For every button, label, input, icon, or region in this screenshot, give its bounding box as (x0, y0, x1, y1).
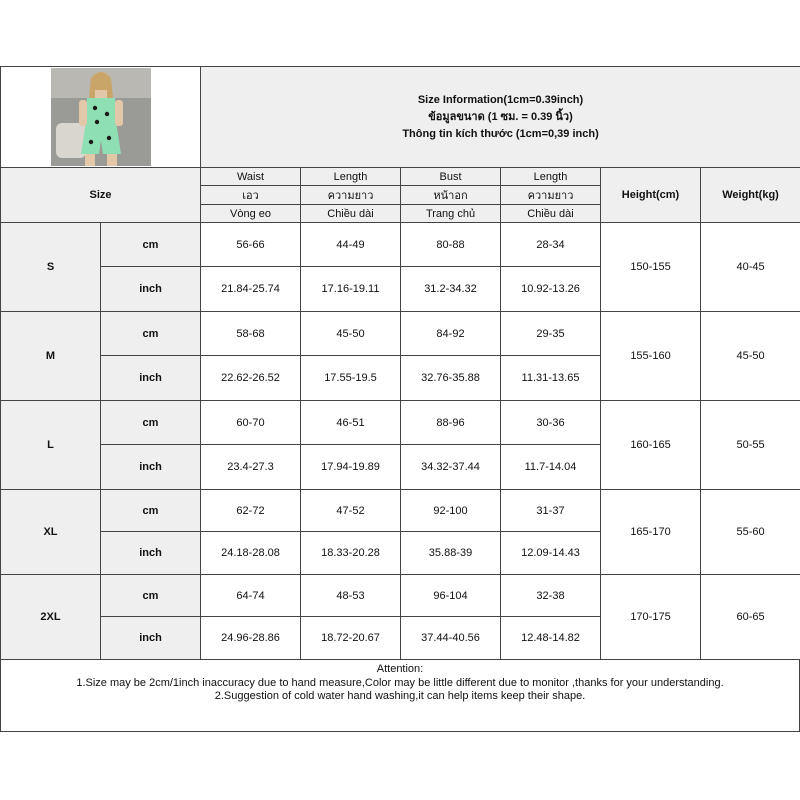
col-header-length2-vi: Chiều dài (501, 205, 601, 223)
measure-cell: 37.44-40.56 (401, 617, 501, 660)
measure-cell: 47-52 (301, 490, 401, 532)
unit-inch: inch (101, 445, 201, 490)
size-table (0, 66, 800, 660)
measure-cell: 11.31-13.65 (501, 356, 601, 401)
measure-cell: 48-53 (301, 575, 401, 617)
measure-cell: 17.16-19.11 (301, 267, 401, 312)
height-cell: 155-160 (601, 312, 701, 401)
col-header-height: Height(cm) (601, 168, 701, 223)
measure-cell: 31.2-34.32 (401, 267, 501, 312)
size-column-header: Size (1, 168, 201, 223)
measure-cell: 32.76-35.88 (401, 356, 501, 401)
unit-cm: cm (101, 223, 201, 267)
measure-cell: 23.4-27.3 (201, 445, 301, 490)
size-name: L (1, 401, 101, 490)
unit-inch: inch (101, 532, 201, 575)
measure-cell: 45-50 (301, 312, 401, 356)
product-photo-cell (1, 67, 201, 168)
measure-cell: 11.7-14.04 (501, 445, 601, 490)
size-name: S (1, 223, 101, 312)
col-header-bust-th: หน้าอก (401, 186, 501, 205)
weight-cell: 50-55 (701, 401, 800, 490)
weight-cell: 40-45 (701, 223, 800, 312)
unit-inch: inch (101, 267, 201, 312)
height-cell: 165-170 (601, 490, 701, 575)
measure-cell: 96-104 (401, 575, 501, 617)
unit-cm: cm (101, 312, 201, 356)
attention-notes (0, 660, 800, 732)
unit-inch: inch (101, 617, 201, 660)
measure-cell: 46-51 (301, 401, 401, 445)
measure-cell: 80-88 (401, 223, 501, 267)
title-vietnamese: Thông tin kích thước (1cm=0,39 inch) (402, 127, 599, 140)
col-header-bust-vi: Trang chủ (401, 205, 501, 223)
measure-cell: 62-72 (201, 490, 301, 532)
col-header-length-vi: Chiều dài (301, 205, 401, 223)
height-cell: 160-165 (601, 401, 701, 490)
size-chart (0, 66, 800, 735)
measure-cell: 30-36 (501, 401, 601, 445)
col-header-bust-en: Bust (401, 168, 501, 186)
measure-cell: 58-68 (201, 312, 301, 356)
col-header-length2-th: ความยาว (501, 186, 601, 205)
title-english: Size Information(1cm=0.39inch) (417, 93, 584, 106)
measure-cell: 12.09-14.43 (501, 532, 601, 575)
measure-cell: 32-38 (501, 575, 601, 617)
attention-line-2: 2.Suggestion of cold water hand washing,it can help items keep their shape. (214, 690, 586, 702)
table-row (1, 223, 800, 267)
col-header-length-th: ความยาว (301, 186, 401, 205)
product-photo (51, 68, 151, 166)
col-header-waist-th: เอว (201, 186, 301, 205)
size-name: M (1, 312, 101, 401)
col-header-waist-en: Waist (201, 168, 301, 186)
measure-cell: 18.33-20.28 (301, 532, 401, 575)
size-name: 2XL (1, 575, 101, 660)
measure-cell: 24.96-28.86 (201, 617, 301, 660)
measure-cell: 17.55-19.5 (301, 356, 401, 401)
col-header-length-en: Length (301, 168, 401, 186)
measure-cell: 64-74 (201, 575, 301, 617)
col-header-weight: Weight(kg) (701, 168, 800, 223)
measure-cell: 56-66 (201, 223, 301, 267)
weight-cell: 60-65 (701, 575, 800, 660)
table-row (1, 575, 800, 617)
attention-line-1: 1.Size may be 2cm/1inch inaccuracy due to hand measure,Color may be little different due to monitor ,thanks for your understanding. (76, 676, 724, 689)
measure-cell: 34.32-37.44 (401, 445, 501, 490)
unit-inch: inch (101, 356, 201, 401)
table-row (1, 490, 800, 532)
size-information-header (201, 67, 800, 168)
measure-cell: 17.94-19.89 (301, 445, 401, 490)
measure-cell: 24.18-28.08 (201, 532, 301, 575)
height-cell: 150-155 (601, 223, 701, 312)
unit-cm: cm (101, 490, 201, 532)
col-header-waist-vi: Vòng eo (201, 205, 301, 223)
unit-cm: cm (101, 401, 201, 445)
measure-cell: 88-96 (401, 401, 501, 445)
measure-cell: 60-70 (201, 401, 301, 445)
measure-cell: 21.84-25.74 (201, 267, 301, 312)
measure-cell: 10.92-13.26 (501, 267, 601, 312)
table-row (1, 312, 800, 356)
attention-heading: Attention: (376, 663, 424, 675)
col-header-length2-en: Length (501, 168, 601, 186)
measure-cell: 35.88-39 (401, 532, 501, 575)
weight-cell: 45-50 (701, 312, 800, 401)
weight-cell: 55-60 (701, 490, 800, 575)
measure-cell: 28-34 (501, 223, 601, 267)
size-name: XL (1, 490, 101, 575)
measure-cell: 31-37 (501, 490, 601, 532)
table-row (1, 401, 800, 445)
measure-cell: 92-100 (401, 490, 501, 532)
height-cell: 170-175 (601, 575, 701, 660)
measure-cell: 84-92 (401, 312, 501, 356)
measure-cell: 29-35 (501, 312, 601, 356)
title-thai: ข้อมูลขนาด (1 ซม. = 0.39 นิ้ว) (428, 110, 573, 123)
measure-cell: 18.72-20.67 (301, 617, 401, 660)
measure-cell: 22.62-26.52 (201, 356, 301, 401)
unit-cm: cm (101, 575, 201, 617)
measure-cell: 44-49 (301, 223, 401, 267)
measure-cell: 12.48-14.82 (501, 617, 601, 660)
